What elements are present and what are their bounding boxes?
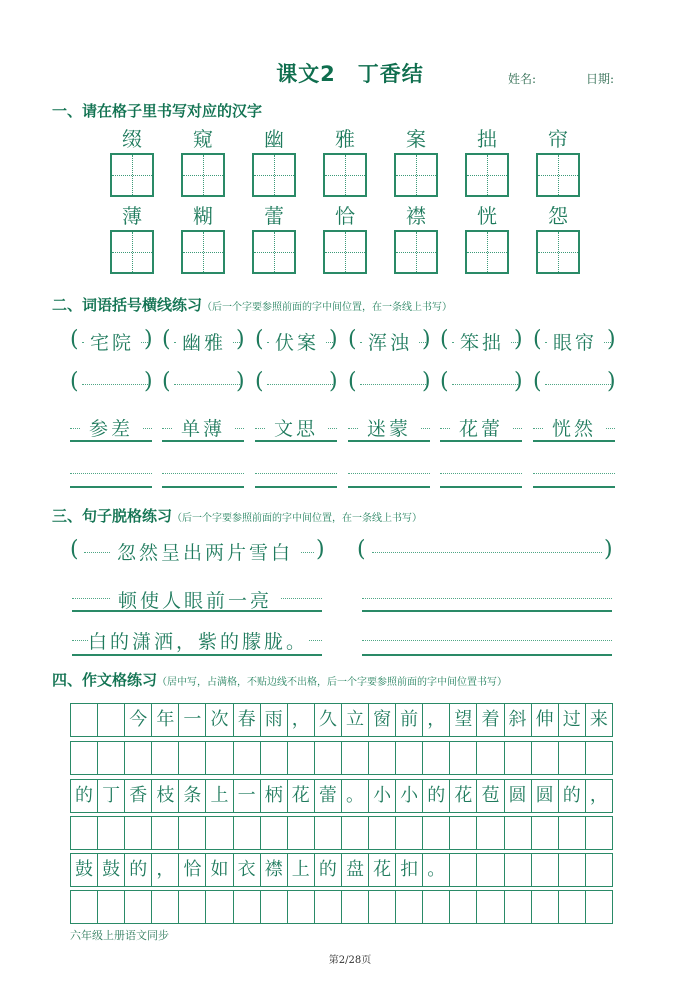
writing-box[interactable] bbox=[465, 153, 509, 197]
character-label: 窥 bbox=[193, 127, 213, 151]
composition-cell[interactable]: 前 bbox=[396, 704, 423, 736]
answer-guide bbox=[348, 473, 430, 474]
composition-cell[interactable] bbox=[71, 704, 98, 736]
composition-cell[interactable]: 的 bbox=[423, 780, 450, 812]
answer-guide bbox=[70, 473, 152, 474]
character-label: 薄 bbox=[122, 204, 142, 228]
composition-cell[interactable] bbox=[396, 817, 423, 849]
close-paren: ) bbox=[514, 327, 523, 352]
composition-cell[interactable] bbox=[505, 854, 532, 886]
character-label: 缀 bbox=[122, 127, 142, 151]
composition-row bbox=[70, 703, 613, 737]
composition-cell[interactable]: 。 bbox=[342, 780, 369, 812]
paren-word: 宅院 bbox=[84, 328, 140, 355]
composition-cell[interactable] bbox=[315, 817, 342, 849]
composition-cell[interactable]: 年 bbox=[152, 704, 179, 736]
line-word: 恍然 bbox=[543, 414, 605, 441]
composition-cell[interactable]: 枝 bbox=[152, 780, 179, 812]
paren-word: 笨拙 bbox=[454, 328, 510, 355]
answer-blank-1[interactable] bbox=[372, 552, 602, 553]
character-label: 糊 bbox=[193, 204, 213, 228]
composition-cell[interactable] bbox=[342, 891, 369, 923]
close-paren: ) bbox=[236, 327, 245, 352]
composition-cell[interactable]: 鼓 bbox=[98, 854, 125, 886]
composition-cell[interactable] bbox=[152, 891, 179, 923]
paren-word: 浑浊 bbox=[362, 328, 418, 355]
open-paren: ( bbox=[440, 327, 449, 352]
answer-blank[interactable] bbox=[545, 384, 613, 385]
composition-cell[interactable]: 扣 bbox=[396, 854, 423, 886]
composition-cell[interactable] bbox=[477, 854, 504, 886]
composition-cell[interactable] bbox=[532, 854, 559, 886]
answer-guide bbox=[162, 473, 244, 474]
close-paren: ) bbox=[514, 369, 523, 394]
composition-cell[interactable] bbox=[98, 742, 125, 774]
underline bbox=[348, 440, 430, 442]
character-label: 帘 bbox=[548, 127, 568, 151]
line-word: 单薄 bbox=[172, 414, 234, 441]
composition-cell[interactable] bbox=[559, 854, 586, 886]
composition-cell[interactable] bbox=[342, 742, 369, 774]
composition-cell[interactable] bbox=[532, 817, 559, 849]
answer-blank[interactable] bbox=[360, 384, 428, 385]
composition-cell[interactable] bbox=[586, 742, 612, 774]
open-paren: ( bbox=[162, 369, 171, 394]
line-word: 迷蒙 bbox=[358, 414, 420, 441]
composition-cell[interactable] bbox=[261, 742, 288, 774]
composition-cell[interactable]: 衣 bbox=[234, 854, 261, 886]
composition-cell[interactable] bbox=[179, 891, 206, 923]
open-paren: ( bbox=[440, 369, 449, 394]
composition-cell[interactable] bbox=[125, 891, 152, 923]
composition-cell[interactable]: 伸 bbox=[532, 704, 559, 736]
close-paren: ) bbox=[329, 369, 338, 394]
composition-cell[interactable] bbox=[396, 742, 423, 774]
writing-box[interactable] bbox=[465, 230, 509, 274]
answer-guide-3 bbox=[362, 640, 612, 641]
composition-cell[interactable] bbox=[98, 891, 125, 923]
paren-word: 眼帘 bbox=[547, 328, 603, 355]
composition-cell[interactable] bbox=[152, 817, 179, 849]
composition-cell[interactable] bbox=[559, 817, 586, 849]
name-label: 姓名: bbox=[508, 72, 537, 86]
composition-cell[interactable]: 的 bbox=[315, 854, 342, 886]
section4-heading bbox=[52, 669, 507, 690]
answer-line[interactable] bbox=[70, 486, 152, 488]
composition-cell[interactable] bbox=[342, 817, 369, 849]
composition-cell[interactable] bbox=[450, 817, 477, 849]
composition-cell[interactable]: ， bbox=[589, 785, 608, 806]
composition-cell[interactable]: 恰 bbox=[179, 854, 206, 886]
character-label: 幽 bbox=[264, 127, 284, 151]
answer-line[interactable] bbox=[440, 486, 522, 488]
composition-cell[interactable]: 今 bbox=[125, 704, 152, 736]
composition-cell[interactable]: 一 bbox=[234, 780, 261, 812]
composition-cell[interactable]: ， bbox=[152, 854, 179, 886]
composition-cell[interactable] bbox=[396, 891, 423, 923]
composition-cell[interactable] bbox=[505, 742, 532, 774]
composition-cell[interactable] bbox=[369, 817, 396, 849]
composition-cell[interactable] bbox=[179, 742, 206, 774]
composition-cell[interactable] bbox=[98, 817, 125, 849]
section2-note: （后一个字要参照前面的字中间位置，在一条线上书写） bbox=[202, 302, 453, 313]
composition-cell[interactable] bbox=[288, 891, 315, 923]
close-paren: ) bbox=[316, 537, 325, 562]
composition-cell[interactable] bbox=[125, 817, 152, 849]
composition-cell[interactable] bbox=[450, 742, 477, 774]
composition-cell[interactable]: 久 bbox=[315, 704, 342, 736]
composition-cell[interactable]: 小 bbox=[396, 780, 423, 812]
open-paren: ( bbox=[533, 327, 542, 352]
book-title: 六年级上册语文同步 bbox=[70, 929, 169, 942]
open-paren: ( bbox=[533, 369, 542, 394]
composition-cell[interactable]: 上 bbox=[206, 780, 233, 812]
writing-box[interactable] bbox=[110, 230, 154, 274]
composition-cell[interactable]: 上 bbox=[288, 854, 315, 886]
section4-note: （居中写，占满格，不贴边线不出格，后一个字要参照前面的字中间位置书写） bbox=[157, 677, 508, 688]
composition-cell[interactable] bbox=[423, 817, 450, 849]
close-paren: ) bbox=[236, 369, 245, 394]
character-label: 案 bbox=[406, 127, 426, 151]
writing-box[interactable] bbox=[323, 230, 367, 274]
composition-cell[interactable]: 着 bbox=[477, 704, 504, 736]
composition-cell[interactable]: 襟 bbox=[261, 854, 288, 886]
composition-cell[interactable]: 。 bbox=[423, 854, 450, 886]
composition-cell[interactable] bbox=[152, 742, 179, 774]
composition-cell[interactable] bbox=[206, 817, 233, 849]
section3-title: 三、句子脱格练习 bbox=[52, 507, 173, 525]
composition-row bbox=[70, 853, 613, 887]
answer-line[interactable] bbox=[162, 486, 244, 488]
section1-heading: 一、请在格子里书写对应的汉字 bbox=[52, 102, 263, 120]
composition-cell[interactable]: 小 bbox=[369, 780, 396, 812]
answer-guide-2 bbox=[362, 598, 612, 599]
sentence-1: 忽然呈出两片雪白 bbox=[110, 538, 300, 565]
composition-cell[interactable]: 香 bbox=[125, 780, 152, 812]
composition-cell[interactable]: 的 bbox=[559, 780, 586, 812]
composition-cell[interactable] bbox=[206, 742, 233, 774]
line-word: 文思 bbox=[265, 414, 327, 441]
composition-row bbox=[70, 741, 613, 775]
composition-cell[interactable] bbox=[234, 817, 261, 849]
writing-box[interactable] bbox=[323, 153, 367, 197]
composition-cell[interactable]: 的 bbox=[125, 854, 152, 886]
writing-box[interactable] bbox=[252, 153, 296, 197]
composition-cell[interactable]: 斜 bbox=[505, 704, 532, 736]
composition-cell[interactable] bbox=[179, 817, 206, 849]
writing-box[interactable] bbox=[394, 153, 438, 197]
close-paren: ) bbox=[329, 327, 338, 352]
composition-cell[interactable] bbox=[71, 817, 98, 849]
composition-cell[interactable]: 春 bbox=[234, 704, 261, 736]
composition-row bbox=[70, 890, 613, 924]
character-label: 蕾 bbox=[264, 204, 284, 228]
close-paren: ) bbox=[422, 327, 431, 352]
underline bbox=[70, 440, 152, 442]
composition-cell[interactable] bbox=[369, 742, 396, 774]
composition-cell[interactable] bbox=[315, 742, 342, 774]
composition-cell[interactable]: 圆 bbox=[532, 780, 559, 812]
composition-cell[interactable] bbox=[206, 891, 233, 923]
composition-cell[interactable]: 蕾 bbox=[315, 780, 342, 812]
open-paren: ( bbox=[348, 327, 357, 352]
underline bbox=[72, 610, 322, 612]
character-label: 拙 bbox=[477, 127, 497, 151]
composition-cell[interactable] bbox=[369, 891, 396, 923]
composition-cell[interactable]: ， bbox=[288, 704, 315, 736]
section4-title: 四、作文格练习 bbox=[52, 671, 158, 689]
composition-cell[interactable]: 窗 bbox=[369, 704, 396, 736]
character-label: 恍 bbox=[477, 204, 497, 228]
open-paren: ( bbox=[348, 369, 357, 394]
close-paren: ) bbox=[607, 369, 616, 394]
composition-cell[interactable] bbox=[477, 742, 504, 774]
answer-line-3[interactable] bbox=[362, 654, 612, 656]
composition-cell[interactable] bbox=[423, 891, 450, 923]
composition-cell[interactable]: 花 bbox=[369, 854, 396, 886]
composition-cell[interactable] bbox=[261, 817, 288, 849]
underline bbox=[255, 440, 337, 442]
writing-box[interactable] bbox=[536, 153, 580, 197]
composition-cell[interactable] bbox=[586, 817, 612, 849]
answer-blank[interactable] bbox=[452, 384, 520, 385]
open-paren: ( bbox=[70, 369, 79, 394]
composition-cell[interactable]: 鼓 bbox=[71, 854, 98, 886]
answer-guide bbox=[533, 473, 615, 474]
composition-cell[interactable] bbox=[261, 891, 288, 923]
composition-cell[interactable] bbox=[477, 891, 504, 923]
line-word: 花蕾 bbox=[450, 414, 512, 441]
answer-blank[interactable] bbox=[174, 384, 242, 385]
section3-note: （后一个字要参照前面的字中间位置，在一条线上书写） bbox=[172, 513, 423, 524]
page-number: 第2/28页 bbox=[328, 955, 372, 966]
composition-cell[interactable] bbox=[586, 854, 612, 886]
underline bbox=[440, 440, 522, 442]
open-paren: ( bbox=[255, 327, 264, 352]
composition-cell[interactable] bbox=[423, 742, 450, 774]
composition-cell[interactable] bbox=[505, 891, 532, 923]
writing-box[interactable] bbox=[181, 153, 225, 197]
composition-cell[interactable]: 过 bbox=[559, 704, 586, 736]
answer-line[interactable] bbox=[533, 486, 615, 488]
composition-cell[interactable] bbox=[477, 817, 504, 849]
character-label: 怨 bbox=[548, 204, 568, 228]
composition-cell[interactable] bbox=[586, 891, 612, 923]
section2-heading bbox=[52, 294, 452, 315]
close-paren: ) bbox=[144, 327, 153, 352]
answer-line[interactable] bbox=[255, 486, 337, 488]
section2-title: 二、词语括号横线练习 bbox=[52, 296, 203, 314]
composition-cell[interactable]: 望 bbox=[450, 704, 477, 736]
underline bbox=[72, 654, 322, 656]
answer-guide bbox=[255, 473, 337, 474]
open-paren: ( bbox=[255, 369, 264, 394]
writing-box[interactable] bbox=[394, 230, 438, 274]
composition-cell[interactable]: 一 bbox=[179, 704, 206, 736]
close-paren: ) bbox=[422, 369, 431, 394]
open-paren: ( bbox=[357, 537, 366, 562]
page-title: 课文2 丁香结 bbox=[276, 62, 424, 86]
composition-cell[interactable]: 花 bbox=[450, 780, 477, 812]
close-paren: ) bbox=[144, 369, 153, 394]
composition-cell[interactable]: 丁 bbox=[98, 780, 125, 812]
paren-word: 伏案 bbox=[269, 328, 325, 355]
composition-cell[interactable]: 立 bbox=[342, 704, 369, 736]
composition-cell[interactable]: 花 bbox=[288, 780, 315, 812]
composition-cell[interactable] bbox=[234, 891, 261, 923]
composition-cell[interactable] bbox=[559, 891, 586, 923]
composition-cell[interactable] bbox=[450, 891, 477, 923]
close-paren: ) bbox=[604, 537, 613, 562]
composition-cell[interactable] bbox=[71, 891, 98, 923]
composition-cell[interactable]: 柄 bbox=[261, 780, 288, 812]
writing-box[interactable] bbox=[181, 230, 225, 274]
answer-blank[interactable] bbox=[82, 384, 150, 385]
composition-cell[interactable] bbox=[559, 742, 586, 774]
composition-cell[interactable]: 来 bbox=[589, 709, 608, 730]
character-label: 雅 bbox=[335, 127, 355, 151]
composition-cell[interactable] bbox=[315, 891, 342, 923]
writing-box[interactable] bbox=[110, 153, 154, 197]
composition-cell[interactable]: 苞 bbox=[477, 780, 504, 812]
composition-cell[interactable]: 圆 bbox=[505, 780, 532, 812]
sentence-3: 白的潇洒，紫的朦胧。 bbox=[88, 627, 308, 654]
writing-box[interactable] bbox=[252, 230, 296, 274]
writing-box[interactable] bbox=[536, 230, 580, 274]
composition-cell[interactable]: 盘 bbox=[342, 854, 369, 886]
open-paren: ( bbox=[70, 537, 79, 562]
answer-line-2[interactable] bbox=[362, 610, 612, 612]
composition-cell[interactable] bbox=[125, 742, 152, 774]
date-label: 日期: bbox=[586, 72, 615, 86]
composition-cell[interactable]: 次 bbox=[206, 704, 233, 736]
open-paren: ( bbox=[70, 327, 79, 352]
character-label: 恰 bbox=[335, 204, 355, 228]
composition-cell[interactable] bbox=[532, 891, 559, 923]
composition-cell[interactable]: 的 bbox=[71, 780, 98, 812]
composition-cell[interactable] bbox=[450, 854, 477, 886]
composition-cell[interactable] bbox=[288, 817, 315, 849]
underline bbox=[162, 440, 244, 442]
composition-cell[interactable] bbox=[288, 742, 315, 774]
underline bbox=[533, 440, 615, 442]
paren-word: 幽雅 bbox=[176, 328, 232, 355]
composition-row bbox=[70, 779, 613, 813]
line-word: 参差 bbox=[80, 414, 142, 441]
composition-cell[interactable] bbox=[98, 704, 125, 736]
sentence-2: 顿使人眼前一亮 bbox=[110, 586, 280, 613]
composition-cell[interactable] bbox=[532, 742, 559, 774]
composition-cell[interactable]: 条 bbox=[179, 780, 206, 812]
composition-cell[interactable] bbox=[234, 742, 261, 774]
composition-cell[interactable]: 雨 bbox=[261, 704, 288, 736]
composition-cell[interactable] bbox=[505, 817, 532, 849]
character-label: 襟 bbox=[406, 204, 426, 228]
composition-cell[interactable]: 如 bbox=[206, 854, 233, 886]
close-paren: ) bbox=[607, 327, 616, 352]
section3-heading bbox=[52, 505, 422, 526]
answer-line[interactable] bbox=[348, 486, 430, 488]
answer-guide bbox=[440, 473, 522, 474]
composition-row bbox=[70, 816, 613, 850]
answer-blank[interactable] bbox=[267, 384, 335, 385]
composition-cell[interactable] bbox=[71, 742, 98, 774]
composition-cell[interactable]: ， bbox=[423, 704, 450, 736]
open-paren: ( bbox=[162, 327, 171, 352]
